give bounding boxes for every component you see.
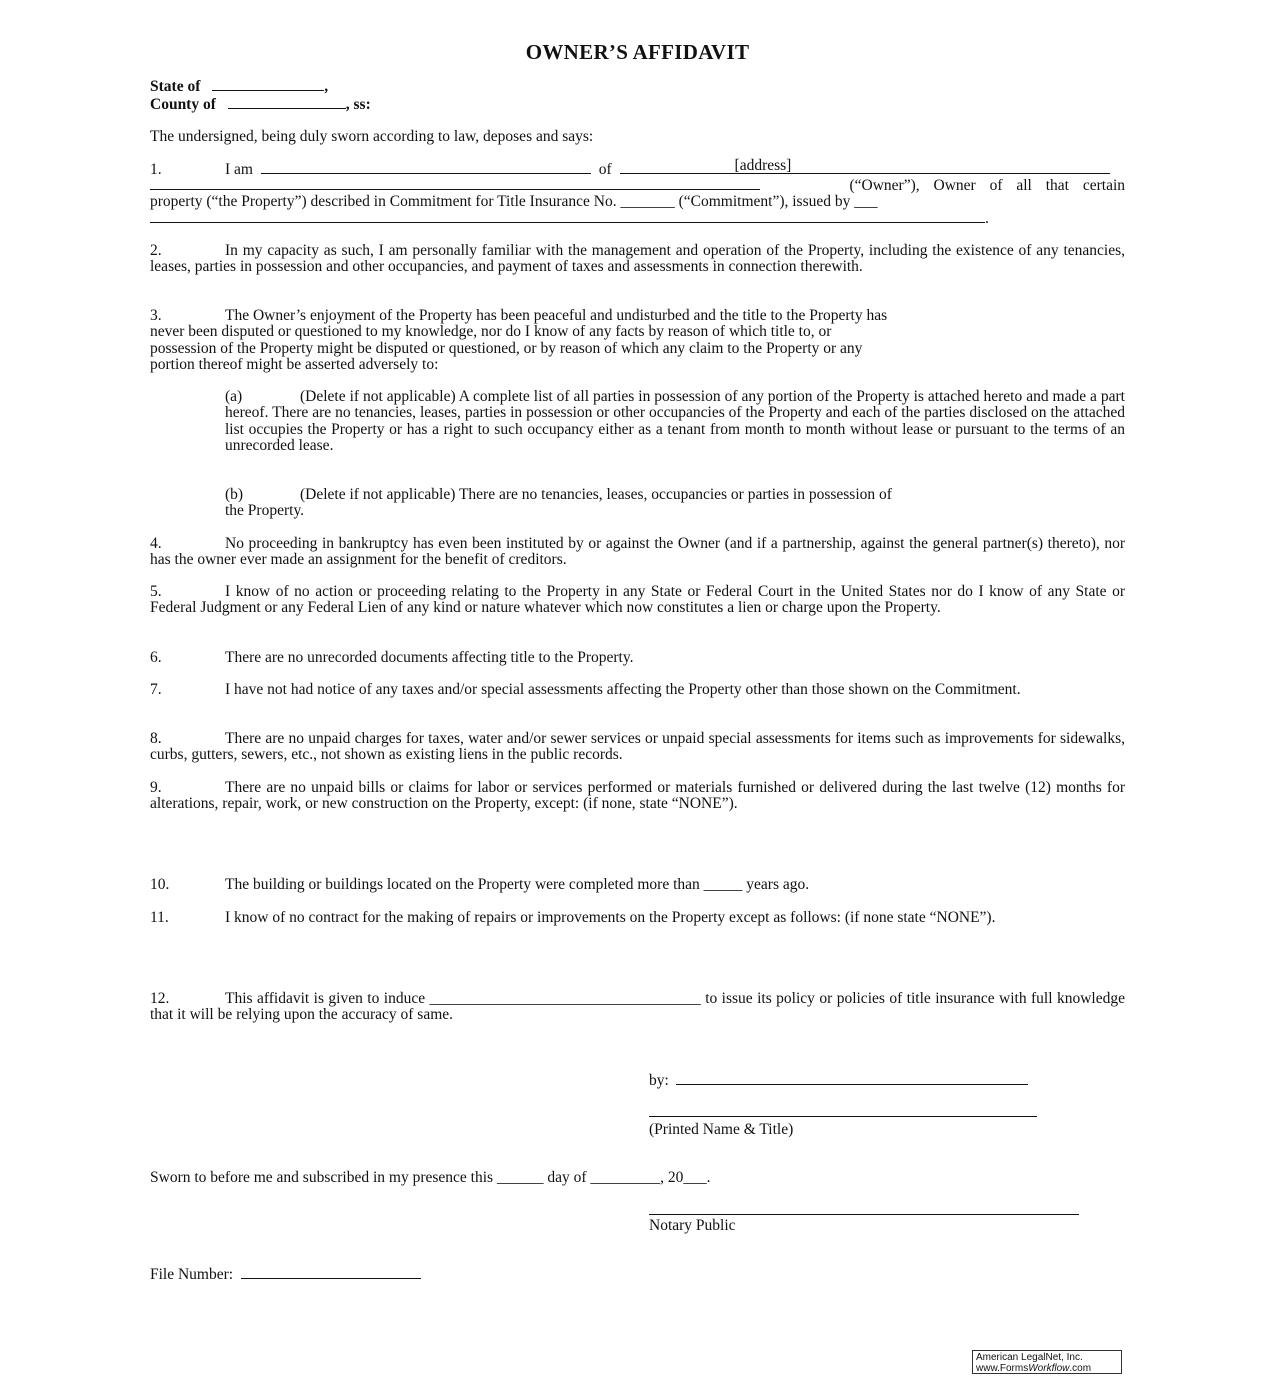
- p3b-line1: (Delete if not applicable) There are no tenancies, leases, occupancies or parties in possession of: [300, 486, 892, 503]
- p1-line3: property (“the Property”) described in Commitment for Title Insurance No. _______ (“Commitment”), issued by ___: [150, 193, 878, 210]
- p3-line4: portion thereof might be asserted adversely to:: [150, 355, 439, 373]
- paragraph-12: [150, 991, 1125, 1024]
- p6-number: 6.: [150, 649, 162, 666]
- county-field[interactable]: [228, 96, 346, 109]
- p10-number: 10.: [150, 876, 170, 893]
- state-line: [150, 78, 328, 96]
- affiant-name-field[interactable]: [261, 161, 591, 174]
- document-title: OWNER’S AFFIDAVIT: [525, 40, 750, 64]
- state-label: State of: [150, 78, 201, 95]
- url-prefix: www.Forms: [976, 1363, 1029, 1374]
- p1-i-am: I am: [225, 161, 253, 178]
- p6-text: There are no unrecorded documents affecting title to the Property.: [225, 649, 634, 666]
- file-number-line: [150, 1266, 421, 1284]
- p7-text: I have not had notice of any taxes and/or special assessments affecting the Property other than those shown on the Commitment.: [225, 681, 1021, 698]
- p3-line1: The Owner’s enjoyment of the Property has been peaceful and undisturbed and the title to the Property has: [225, 307, 888, 324]
- state-field[interactable]: [212, 78, 324, 91]
- publisher-badge: [972, 1350, 1122, 1374]
- p9-number: 9.: [150, 779, 162, 796]
- p7-number: 7.: [150, 681, 162, 698]
- printed-name-label: (Printed Name & Title): [649, 1121, 794, 1138]
- county-line: [150, 96, 371, 114]
- by-label: by:: [649, 1072, 669, 1089]
- p3a-label: (a): [225, 388, 243, 405]
- p3-number: 3.: [150, 307, 162, 324]
- paragraph-2: [150, 243, 1125, 276]
- file-number-label: File Number:: [150, 1266, 234, 1283]
- p12-text: This affidavit is given to induce ___________________________________ to issue its policy or policies of title insurance with full knowledge that it will be relying upon the accuracy of same.: [150, 990, 1125, 1024]
- paragraph-6: [150, 650, 1125, 666]
- printed-name-field[interactable]: [649, 1104, 1037, 1117]
- signature-field[interactable]: [676, 1072, 1028, 1085]
- p3b-line2: the Property.: [225, 502, 305, 520]
- p1-line4: [150, 210, 989, 228]
- p9-text: There are no unpaid bills or claims for labor or services performed or materials furnished or delivered during the last twelve (12) months for alterations, repair, work, or new construction on the Property, except: (if none, state “NONE”).: [150, 779, 1125, 813]
- paragraph-7: [150, 682, 1125, 698]
- p5-number: 5.: [150, 583, 162, 600]
- p2-text: In my capacity as such, I am personally familiar with the management and operation of the Property, including the existence of any tenancies, leases, parties in possession and other occupancies, and payment of taxes and assessments in connection therewith.: [150, 242, 1125, 276]
- p3-line3: possession of the Property might be disputed or questioned, or by reason of which any claim to the Property or any: [150, 339, 863, 357]
- paragraph-8: [150, 731, 1125, 764]
- url-suffix: .com: [1069, 1363, 1092, 1374]
- paragraph-3: [150, 308, 1125, 373]
- owner-name-field[interactable]: [150, 177, 760, 190]
- p12-number: 12.: [150, 990, 170, 1007]
- p3a-text: (Delete if not applicable) A complete list of all parties in possession of any portion of the Property is attached hereto and made a part hereof. There are no tenancies, leases, parties in possession or other occupancies of the Property and each of the parties disclosed on the attached list occupies the Property or has a right to such occupancy either as a tenant from month to month without lease or pursuant to the terms of an unrecorded lease.: [225, 388, 1125, 454]
- publisher-url: [976, 1363, 1118, 1374]
- sworn-statement: Sworn to before me and subscribed in my presence this ______ day of _________, 20___.: [150, 1169, 711, 1186]
- p1-period: .: [985, 210, 989, 227]
- issuer-field[interactable]: [150, 210, 985, 223]
- p1-number: 1.: [150, 161, 162, 178]
- p1-of: of: [598, 161, 612, 178]
- p4-text: No proceeding in bankruptcy has even been instituted by or against the Owner (and if a partnership, against the general partner(s) thereto), nor has the owner ever made an assignment for the benefit of creditors.: [150, 535, 1125, 569]
- file-number-field[interactable]: [241, 1266, 421, 1279]
- p10-text: The building or buildings located on the Property were completed more than _____ years ago.: [225, 876, 810, 893]
- county-label: County of: [150, 96, 216, 113]
- p5-text: I know of no action or proceeding relating to the Property in any State or Federal Court in the United States nor do I know of any State or Federal Judgment or any Federal Lien of any kind or nature whatever which now constitutes a lien or charge upon the Property.: [150, 583, 1125, 617]
- p4-number: 4.: [150, 535, 162, 552]
- p11-text: I know of no contract for the making of repairs or improvements on the Property except as follows: (if none state “NONE”).: [225, 909, 996, 926]
- paragraph-4: [150, 536, 1125, 569]
- paragraph-9: [150, 780, 1125, 813]
- intro-text: The undersigned, being duly sworn according to law, deposes and says:: [150, 128, 594, 145]
- notary-label: Notary Public: [649, 1217, 736, 1234]
- state-suffix: ,: [324, 78, 329, 95]
- p1-owner-text: (“Owner”), Owner of all that certain: [849, 177, 1125, 194]
- publisher-name: American LegalNet, Inc.: [976, 1352, 1083, 1363]
- paragraph-3b: [225, 487, 1125, 520]
- p11-number: 11.: [150, 909, 169, 926]
- paragraph-3a: [225, 389, 1125, 454]
- p8-number: 8.: [150, 730, 162, 747]
- county-suffix: , ss:: [345, 96, 371, 113]
- p3b-label: (b): [225, 486, 244, 503]
- p8-text: There are no unpaid charges for taxes, water and/or sewer services or unpaid special assessments for items such as improvements for sidewalks, curbs, gutters, sewers, etc., not shown as existing liens in the public records.: [150, 730, 1125, 764]
- address-placeholder: [address]: [734, 157, 792, 174]
- paragraph-10: [150, 877, 1125, 893]
- p2-number: 2.: [150, 242, 162, 259]
- signature-by-line: [649, 1072, 1028, 1090]
- p3-line2: never been disputed or questioned to my knowledge, nor do I know of any facts by reason of which title to, or: [150, 323, 832, 341]
- paragraph-11: [150, 910, 1125, 926]
- address-field[interactable]: [620, 157, 1110, 174]
- url-italic: Workflow: [1028, 1363, 1070, 1374]
- notary-signature-field[interactable]: [649, 1202, 1079, 1215]
- paragraph-5: [150, 584, 1125, 617]
